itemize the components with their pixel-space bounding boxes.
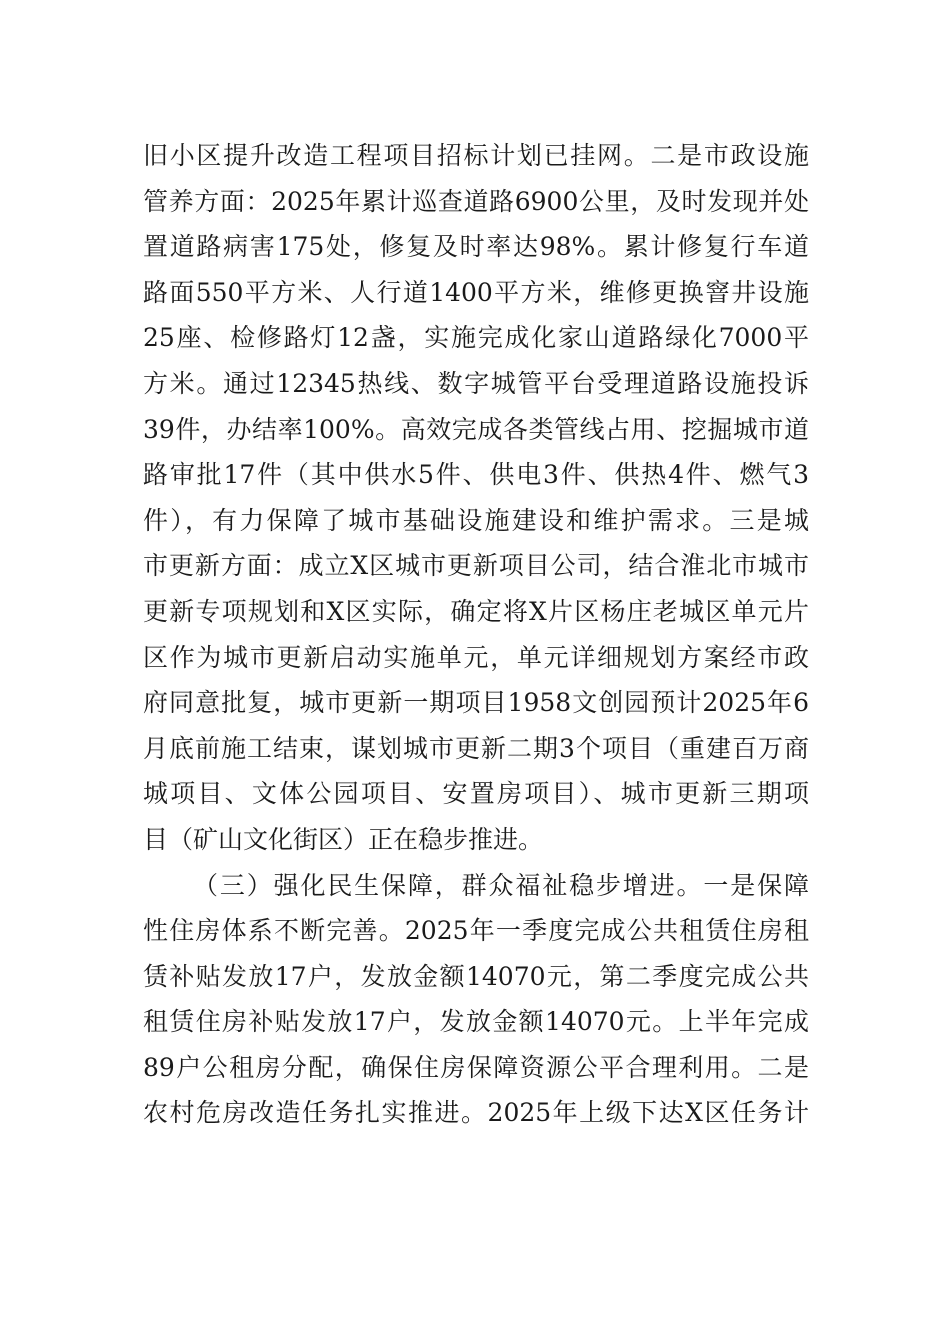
text-line: 月底前施工结束，谋划城市更新二期3个项目（重建百万商 — [143, 733, 809, 763]
text-line: 管养方面：2025年累计巡查道路6900公里，及时发现并处 — [143, 186, 809, 216]
text-line: 赁补贴发放17户，发放金额14070元，第二季度完成公共 — [143, 961, 809, 991]
text-line: 更新专项规划和X区实际，确定将X片区杨庄老城区单元片 — [143, 596, 809, 626]
text-line: 39件，办结率100%。高效完成各类管线占用、挖掘城市道 — [143, 414, 809, 444]
text-line: 区作为城市更新启动实施单元，单元详细规划方案经市政 — [143, 642, 809, 672]
text-line: 方米。通过12345热线、数字城管平台受理道路设施投诉 — [143, 368, 809, 398]
text-line: 89户公租房分配，确保住房保障资源公平合理利用。二是 — [143, 1052, 809, 1082]
text-line: 府同意批复，城市更新一期项目1958文创园预计2025年6 — [143, 688, 809, 718]
text-line: 旧小区提升改造工程项目招标计划已挂网。二是市政设施 — [143, 141, 809, 170]
paragraph-end-line: 目（矿山文化街区）正在稳步推进。 — [143, 824, 544, 854]
text-line: 件），有力保障了城市基础设施建设和维护需求。三是城 — [143, 505, 809, 535]
section-heading-line: （三）强化民生保障，群众福祉稳步增进。一是保障 — [193, 870, 809, 900]
text-line: 路审批17件（其中供水5件、供电3件、供热4件、燃气3 — [143, 460, 809, 490]
document-body — [143, 133, 809, 1136]
text-line: 市更新方面：成立X区城市更新项目公司，结合淮北市城市 — [143, 551, 809, 581]
text-line: 农村危房改造任务扎实推进。2025年上级下达X区任务计 — [143, 1098, 809, 1128]
text-line: 租赁住房补贴发放17户，发放金额14070元。上半年完成 — [143, 1007, 809, 1037]
text-line: 25座、检修路灯12盏，实施完成化家山道路绿化7000平 — [143, 323, 809, 353]
text-line: 置道路病害175处，修复及时率达98%。累计修复行车道 — [143, 232, 809, 262]
text-line: 路面550平方米、人行道1400平方米，维修更换窨井设施 — [143, 277, 809, 307]
text-line: 性住房体系不断完善。2025年一季度完成公共租赁住房租 — [143, 916, 809, 946]
text-line: 城项目、文体公园项目、安置房项目）、城市更新三期项 — [143, 779, 809, 809]
